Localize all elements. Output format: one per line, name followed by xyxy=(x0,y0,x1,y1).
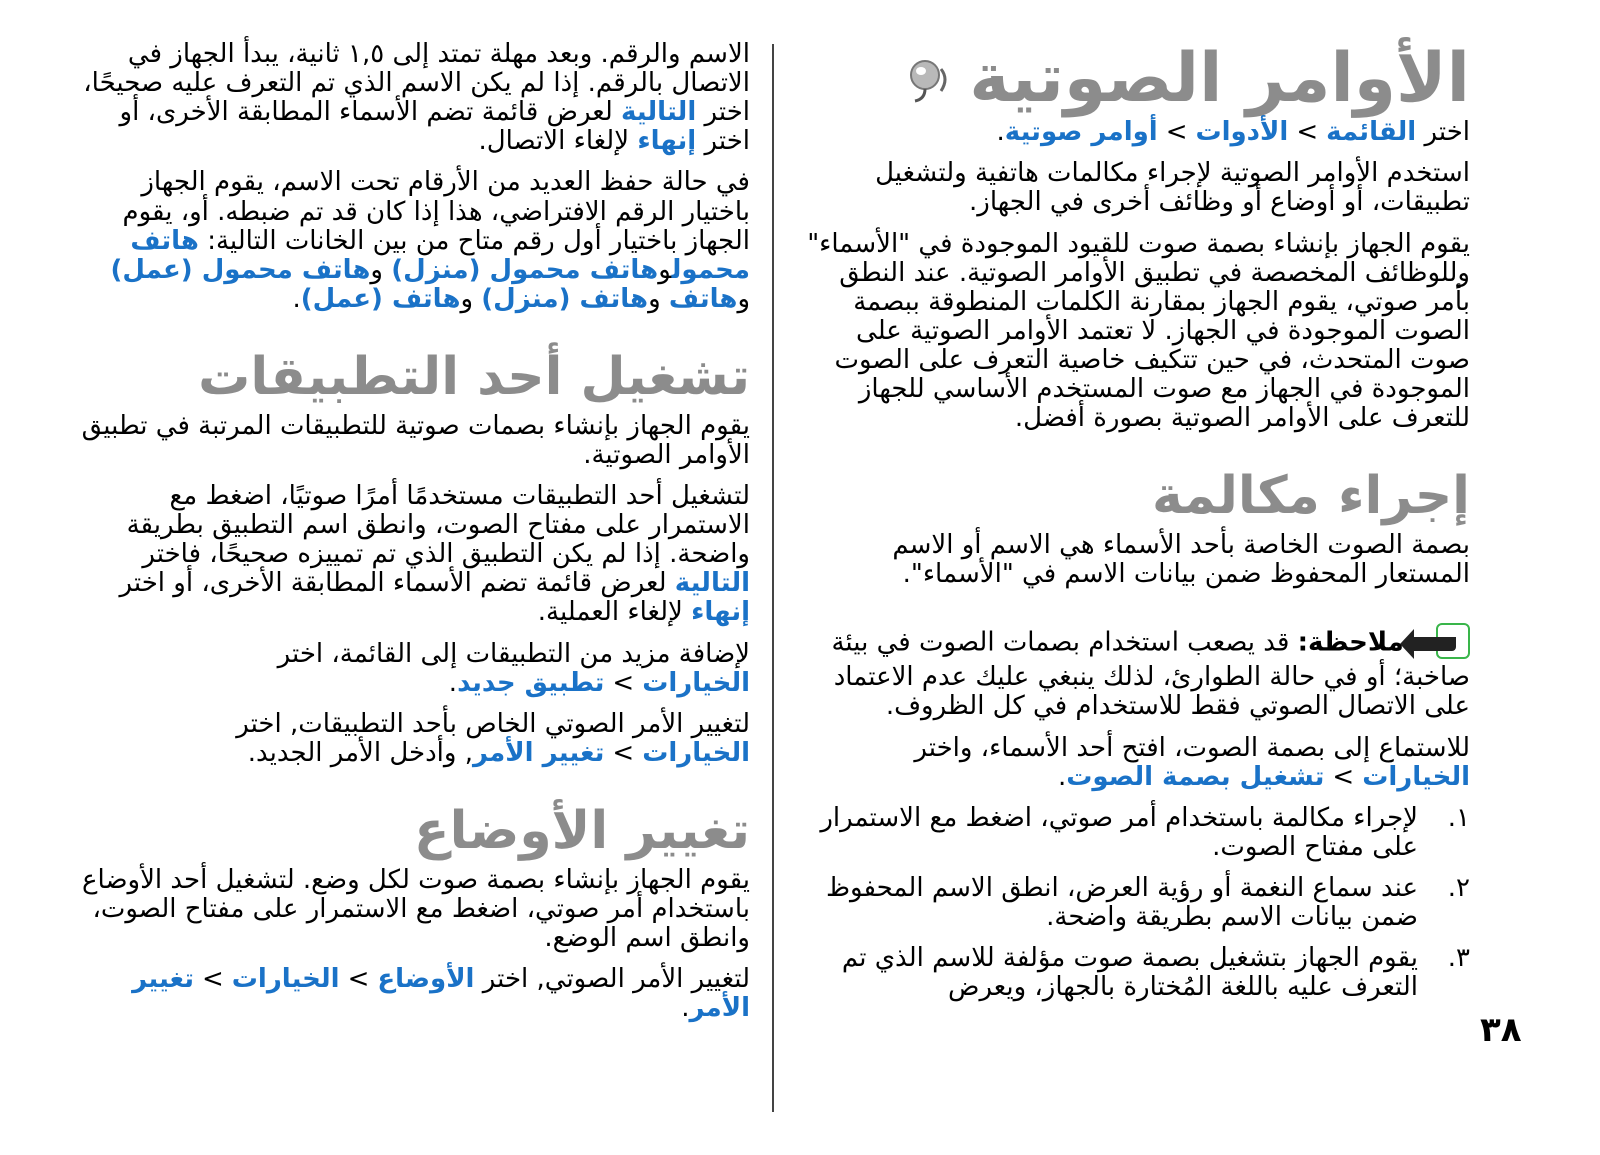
link-end[interactable]: إنهاء xyxy=(637,126,697,157)
link-next[interactable]: التالية xyxy=(674,568,750,599)
path-tools[interactable]: الأدوات xyxy=(1195,117,1289,148)
apps-paragraph-1: يقوم الجهاز بإنشاء بصمات صوتية للتطبيقات المرتبة في تطبيق الأوامر الصوتية. xyxy=(81,410,750,470)
profiles-paragraph-2: لتغيير الأمر الصوتي, اختر الأوضاع>الخيارات>تغيير الأمر. xyxy=(132,964,750,1024)
link-mobile-work[interactable]: هاتف محمول (عمل) xyxy=(110,254,371,285)
note-arrow-icon xyxy=(1412,623,1470,663)
link-phone[interactable]: هاتف xyxy=(668,283,738,314)
page-title-text: الأوامر الصوتية xyxy=(969,39,1470,118)
page-title xyxy=(794,40,1470,118)
link-mobile[interactable]: هاتف محمول xyxy=(130,225,750,285)
apps-paragraph-3: لإضافة مزيد من التطبيقات إلى القائمة، اختر الخيارات>تطبيق جديد. xyxy=(277,638,750,698)
apps-paragraph-4: لتغيير الأمر الصوتي الخاص بأحد التطبيقات, اختر الخيارات>تغيير الأمر, وأدخل الأمر الجديد. xyxy=(236,708,750,768)
column-divider xyxy=(772,44,774,1112)
voiceprint-paragraph: يقوم الجهاز بإنشاء بصمة صوت للقيود الموجودة في "الأسماء" وللوظائف المخصصة في تطبيق الأوامر الصوتية. عند النطق بأمر صوتي، يقوم الجهاز بمقارنة الكلمات المنطوقة ببصمة الصوت الموجودة في الجهاز. لا تعتمد الأوامر الصوتية على صوت المتحدث، في حين تتكيف خاصية التعرف على الصوت الموجودة في الجهاز مع صوت المستخدم الأساسي للجهاز للتعرف على الأوامر الصوتية بصورة أفضل. xyxy=(807,228,1470,434)
apps-paragraph-2: لتشغيل أحد التطبيقات مستخدمًا أمرًا صوتيًا، اضغط مع الاستمرار على مفتاح الصوت، وانطق اسم التطبيق بطريقة واضحة. إذا لم يكن التطبيق الذي تم تمييزه صحيحًا، فاختر التالية لعرض قائمة تضم الأسماء المطابقة الأخرى، أو اختر إنهاء لإلغاء العملية. xyxy=(119,481,750,628)
profiles-paragraph-1: يقوم الجهاز بإنشاء بصمة صوت لكل وضع. لتشغيل أحد الأوضاع باستخدام أمر صوتي، اضغط مع الاستمرار على مفتاح الصوت، وانطق اسم الوضع. xyxy=(82,864,750,953)
left-column xyxy=(70,40,750,1035)
note-text: قد يصعب استخدام بصمات الصوت في بيئة صاخبة؛ أو في حالة الطوارئ، لذلك ينبغي عليك عدم الاعتماد على الاتصال الصوتي فقط للاستخدام في كل الظروف. xyxy=(831,627,1470,722)
path-options[interactable]: الخيارات xyxy=(1362,761,1470,792)
path-voice-commands[interactable]: أوامر صوتية xyxy=(1004,117,1158,148)
path-profiles[interactable]: الأوضاع xyxy=(377,964,475,995)
link-mobile-home[interactable]: هاتف محمول (منزل) xyxy=(391,254,659,285)
path-change-command[interactable]: تغيير الأمر xyxy=(472,737,605,768)
path-play-voiceprint[interactable]: تشغيل بصمة الصوت xyxy=(1066,761,1325,792)
list-item: ٢. عند سماع النغمة أو رؤية العرض، انطق الاسم المحفوظ ضمن بيانات الاسم بطريقة واضحة. xyxy=(825,872,1470,933)
steps-list xyxy=(794,804,1470,1003)
link-end[interactable]: إنهاء xyxy=(691,597,750,628)
listen-paragraph: للاستماع إلى بصمة الصوت، افتح أحد الأسماء، واختر الخيارات>تشغيل بصمة الصوت. xyxy=(914,732,1470,792)
path-options[interactable]: الخيارات xyxy=(642,737,750,768)
page-number: ٣٨ xyxy=(1480,1010,1522,1050)
continuation-paragraph: الاسم والرقم. وبعد مهلة تمتد إلى ١,٥ ثانية، يبدأ الجهاز في الاتصال بالرقم. إذا لم يكن الاسم الذي تم التعرف عليه صحيحًا، اختر التالية لعرض قائمة تضم الأسماء المطابقة الأخرى، أو اختر إنهاء لإلغاء الاتصال. xyxy=(83,39,750,157)
list-item: ٣. يقوم الجهاز بتشغيل بصمة صوت مؤلفة للاسم الذي تم التعرف عليه باللغة المُختارة بالجهاز، ويعرض xyxy=(841,943,1470,1003)
voice-command-icon xyxy=(895,49,955,109)
numbers-paragraph: في حالة حفظ العديد من الأرقام تحت الاسم، يقوم الجهاز باختيار الرقم الافتراضي، هذا إذا كان قد تم ضبطه. أو، يقوم الجهاز باختيار أول رقم متاح من بين الخانات التالية: هاتف محمولوهاتف محمول (منزل) وهاتف محمول (عمل) وهاتف وهاتف (منزل) وهاتف (عمل). xyxy=(110,167,750,314)
link-next[interactable]: التالية xyxy=(621,97,697,128)
section-title-start-app: تشغيل أحد التطبيقات xyxy=(198,346,750,407)
right-column xyxy=(794,40,1470,1014)
path-options[interactable]: الخيارات xyxy=(231,964,340,995)
section-title-change-profiles: تغيير الأوضاع xyxy=(414,800,750,861)
link-phone-home[interactable]: هاتف (منزل) xyxy=(481,283,649,314)
call-paragraph: بصمة الصوت الخاصة بأحد الأسماء هي الاسم أو الاسم المستعار المحفوظ ضمن بيانات الاسم في "الأسماء". xyxy=(892,530,1470,590)
path-change-command[interactable]: تغيير الأمر xyxy=(132,964,750,1024)
section-title-make-call: إجراء مكالمة xyxy=(1151,466,1470,527)
path-menu[interactable]: القائمة xyxy=(1326,117,1417,148)
intro-paragraph: استخدم الأوامر الصوتية لإجراء مكالمات هاتفية ولتشغيل تطبيقات، أو أوضاع أو وظائف أخرى في الجهاز. xyxy=(875,158,1470,218)
path-options[interactable]: الخيارات xyxy=(642,667,750,698)
link-phone-work[interactable]: هاتف (عمل) xyxy=(300,283,461,314)
list-item: ١. لإجراء مكالمة باستخدام أمر صوتي، اضغط مع الاستمرار على مفتاح الصوت. xyxy=(820,802,1470,862)
path-new-application[interactable]: تطبيق جديد xyxy=(457,667,605,698)
note xyxy=(794,623,1470,721)
menu-path: اختر القائمة>الأدوات>أوامر صوتية. xyxy=(996,117,1470,148)
note-label: ملاحظة: xyxy=(1297,627,1404,658)
